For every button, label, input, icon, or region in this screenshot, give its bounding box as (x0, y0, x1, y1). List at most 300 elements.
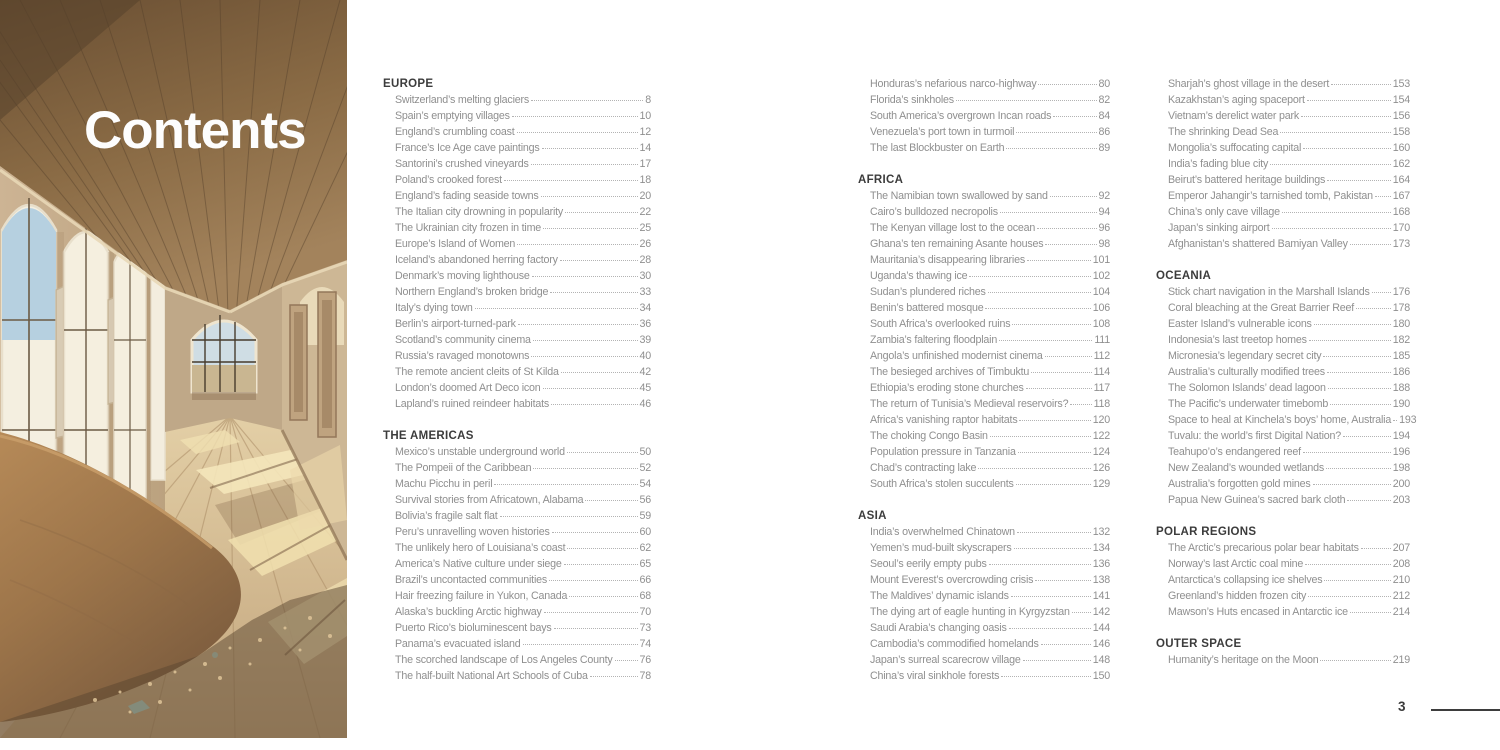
toc-entry (383, 396, 651, 412)
dot-leader (1016, 132, 1096, 133)
toc-entry-title: The scorched landscape of Los Angeles County (395, 654, 613, 666)
toc-entry-page: 22 (639, 206, 651, 218)
dot-leader (1027, 260, 1091, 261)
dot-leader (564, 564, 638, 565)
toc-entry-title: Japan’s sinking airport (1168, 222, 1270, 234)
toc-entry (858, 140, 1110, 156)
toc-entry-title: Machu Picchu in peril (395, 478, 493, 490)
toc-entry-title: Tuvalu: the world’s first Digital Nation? (1168, 430, 1341, 442)
toc-entry (383, 508, 651, 524)
toc-entry (383, 348, 651, 364)
toc-entry-page: 173 (1392, 238, 1410, 250)
dot-leader (531, 164, 638, 165)
toc-entry-title: The Pompeii of the Caribbean (395, 462, 532, 474)
toc-entry (858, 556, 1110, 572)
toc-entry-page: 156 (1392, 110, 1410, 122)
toc-entry-page: 46 (639, 398, 651, 410)
toc-entry-page: 65 (639, 558, 651, 570)
toc-entry (1156, 188, 1410, 204)
toc-entry-page: 134 (1092, 542, 1110, 554)
toc-entry-page: 108 (1092, 318, 1110, 330)
toc-entry-title: Space to heal at Kinchela’s boys’ home, Australia (1168, 414, 1392, 426)
toc-entry (383, 460, 651, 476)
toc-entry-page: 117 (1093, 382, 1110, 394)
dot-leader (1017, 532, 1091, 533)
toc-entry-title: Angola’s unfinished modernist cinema (870, 350, 1043, 362)
toc-entry-title: Brazil’s uncontacted communities (395, 574, 548, 586)
toc-entry-page: 111 (1094, 334, 1110, 346)
toc-entry-page: 62 (639, 542, 651, 554)
toc-entry (1156, 172, 1410, 188)
toc-entry-page: 162 (1392, 158, 1410, 170)
toc-entry-page: 180 (1392, 318, 1410, 330)
dot-leader (1309, 340, 1391, 341)
toc-entry-page: 150 (1092, 670, 1110, 682)
dot-leader (1303, 452, 1391, 453)
toc-entry-page: 190 (1392, 398, 1410, 410)
toc-entry-page: 167 (1392, 190, 1410, 202)
toc-entry-page: 160 (1392, 142, 1410, 154)
dot-leader (1327, 180, 1391, 181)
toc-entry-title: Peru’s unravelling woven histories (395, 526, 550, 538)
dot-leader (1037, 228, 1096, 229)
toc-entry-title: Humanity’s heritage on the Moon (1168, 654, 1319, 666)
dot-leader (1026, 388, 1092, 389)
dot-leader (1053, 116, 1096, 117)
toc-entry-title: Denmark’s moving lighthouse (395, 270, 530, 282)
toc-entry-title: Mauritania’s disappearing libraries (870, 254, 1025, 266)
toc-column-3 (1156, 76, 1417, 668)
toc-entry (858, 108, 1110, 124)
toc-entry (1156, 460, 1410, 476)
toc-entry-title: Zambia’s faltering floodplain (870, 334, 998, 346)
dot-leader (567, 452, 638, 453)
toc-entry-page: 36 (639, 318, 651, 330)
toc-entry-page: 208 (1392, 558, 1410, 570)
toc-entry-title: The last Blockbuster on Earth (870, 142, 1005, 154)
toc-entry (383, 332, 651, 348)
toc-entry-title: The choking Congo Basin (870, 430, 988, 442)
toc-entry (1156, 220, 1410, 236)
toc-column-1 (383, 76, 651, 684)
toc-entry-page: 186 (1392, 366, 1410, 378)
toc-entry-title: Cambodia’s commodified homelands (870, 638, 1039, 650)
section-header: POLAR REGIONS (1156, 526, 1257, 538)
toc-entry-title: Papua New Guinea’s sacred bark cloth (1168, 494, 1346, 506)
dot-leader (1324, 580, 1390, 581)
toc-entry-page: 168 (1392, 206, 1410, 218)
toc-entry (1156, 556, 1410, 572)
toc-entry-page: 164 (1392, 174, 1410, 186)
toc-entry-title: Panama’s evacuated island (395, 638, 521, 650)
toc-entry-page: 214 (1392, 606, 1410, 618)
toc-entry (383, 572, 651, 588)
toc-section-block (1156, 636, 1410, 668)
toc-entry-page: 194 (1392, 430, 1410, 442)
toc-entry-title: Cairo’s bulldozed necropolis (870, 206, 998, 218)
section-header: OUTER SPACE (1156, 638, 1242, 650)
toc-entry (1156, 316, 1410, 332)
toc-entry-title: London’s doomed Art Deco icon (395, 382, 541, 394)
toc-entry (383, 172, 651, 188)
toc-entry (858, 460, 1110, 476)
toc-entry-page: 66 (639, 574, 651, 586)
dot-leader (1343, 436, 1391, 437)
toc-entry (858, 252, 1110, 268)
dot-leader (1045, 244, 1096, 245)
toc-entry (1156, 540, 1410, 556)
toc-entry (383, 476, 651, 492)
toc-entry-page: 92 (1098, 190, 1110, 202)
dot-leader (552, 532, 638, 533)
toc-entry (383, 124, 651, 140)
toc-entry (1156, 572, 1410, 588)
toc-entry-page: 178 (1392, 302, 1410, 314)
dot-leader (1356, 308, 1391, 309)
dot-leader (542, 148, 638, 149)
toc-entry-page: 54 (639, 478, 651, 490)
page-title: Contents (84, 101, 306, 160)
toc-entry-title: The shrinking Dead Sea (1168, 126, 1279, 138)
toc-entry-title: Poland’s crooked forest (395, 174, 502, 186)
toc-entry-page: 40 (639, 350, 651, 362)
dot-leader (533, 468, 637, 469)
toc-entry (1156, 348, 1410, 364)
toc-entry-page: 182 (1392, 334, 1410, 346)
toc-entry-page: 106 (1092, 302, 1110, 314)
dot-leader (532, 276, 638, 277)
toc-entry-title: The remote ancient cleits of St Kilda (395, 366, 559, 378)
dot-leader (1006, 148, 1096, 149)
toc-entry-page: 8 (645, 94, 651, 106)
toc-entry (858, 348, 1110, 364)
toc-entry-title: Afghanistan’s shattered Bamiyan Valley (1168, 238, 1348, 250)
toc-entry-title: Ethiopia’s eroding stone churches (870, 382, 1024, 394)
toc-entry (383, 252, 651, 268)
toc-entry-page: 78 (639, 670, 651, 682)
toc-entry-page: 170 (1392, 222, 1410, 234)
toc-entry-title: Greenland’s hidden frozen city (1168, 590, 1307, 602)
toc-entry (858, 604, 1110, 620)
toc-entry-title: Lapland’s ruined reindeer habitats (395, 398, 550, 410)
toc-entry (383, 156, 651, 172)
toc-entry (858, 268, 1110, 284)
toc-section-block (1156, 524, 1410, 620)
toc-entry-title: The unlikely hero of Louisiana’s coast (395, 542, 566, 554)
toc-entry (858, 316, 1110, 332)
toc-entry (858, 220, 1110, 236)
toc-entry (383, 620, 651, 636)
toc-entry-page: 153 (1392, 78, 1410, 90)
toc-entry-title: Japan’s surreal scarecrow village (870, 654, 1021, 666)
toc-entry (1156, 300, 1410, 316)
toc-entry-page: 86 (1098, 126, 1110, 138)
toc-entry-page: 219 (1392, 654, 1410, 666)
toc-entry-title: Australia’s culturally modified trees (1168, 366, 1325, 378)
dot-leader (1072, 612, 1091, 613)
dot-leader (543, 228, 637, 229)
toc-entry-page: 148 (1092, 654, 1110, 666)
toc-entry (383, 668, 651, 684)
toc-entry-title: Coral bleaching at the Great Barrier Reef (1168, 302, 1355, 314)
toc-entry-page: 207 (1392, 542, 1410, 554)
toc-entry-page: 102 (1092, 270, 1110, 282)
toc-entry-page: 188 (1392, 382, 1410, 394)
toc-entry (1156, 412, 1417, 428)
toc-entry-page: 42 (639, 366, 651, 378)
toc-entry-page: 210 (1392, 574, 1410, 586)
dot-leader (585, 500, 637, 501)
toc-entry-page: 193 (1399, 414, 1417, 426)
toc-entry (383, 204, 651, 220)
dot-leader (518, 324, 638, 325)
toc-entry-page: 60 (639, 526, 651, 538)
toc-entry-title: Santorini’s crushed vineyards (395, 158, 529, 170)
dot-leader (1313, 484, 1391, 485)
dot-leader (1012, 324, 1090, 325)
toc-entry (383, 588, 651, 604)
toc-entry-title: The half-built National Art Schools of Cuba (395, 670, 588, 682)
toc-entry-page: 20 (639, 190, 651, 202)
section-header: ASIA (858, 510, 887, 522)
toc-entry-page: 141 (1092, 590, 1110, 602)
toc-entry (858, 236, 1110, 252)
toc-entry (383, 188, 651, 204)
dot-leader (1016, 484, 1091, 485)
toc-entry-title: Antarctica’s collapsing ice shelves (1168, 574, 1323, 586)
toc-section-block (383, 76, 651, 412)
section-header: EUROPE (383, 78, 434, 90)
toc-entry-page: 52 (639, 462, 651, 474)
toc-entry-page: 28 (639, 254, 651, 266)
dot-leader (517, 244, 637, 245)
dot-leader (541, 196, 638, 197)
toc-entry-page: 18 (639, 174, 651, 186)
toc-entry (858, 284, 1110, 300)
dot-leader (1305, 564, 1391, 565)
dot-leader (560, 260, 638, 261)
toc-entry-page: 185 (1392, 350, 1410, 362)
toc-entry-page: 142 (1092, 606, 1110, 618)
toc-entry-title: England’s fading seaside towns (395, 190, 539, 202)
toc-entry-page: 114 (1093, 366, 1110, 378)
toc-entry-title: China’s viral sinkhole forests (870, 670, 1000, 682)
toc-entry-page: 76 (639, 654, 651, 666)
toc-entry-page: 138 (1092, 574, 1110, 586)
toc-entry-title: France’s Ice Age cave paintings (395, 142, 540, 154)
dot-leader (1038, 84, 1096, 85)
toc-section-block (858, 76, 1110, 156)
toc-entry (1156, 108, 1410, 124)
dot-leader (554, 628, 638, 629)
toc-entry-title: Florida’s sinkholes (870, 94, 954, 106)
toc-entry-page: 124 (1092, 446, 1110, 458)
toc-entry-title: The Italian city drowning in popularity (395, 206, 564, 218)
toc-entry-title: Population pressure in Tanzania (870, 446, 1016, 458)
dot-leader (1019, 420, 1090, 421)
toc-entry-page: 30 (639, 270, 651, 282)
dot-leader (1045, 356, 1092, 357)
toc-entry-page: 56 (639, 494, 651, 506)
toc-entry-title: Emperor Jahangir’s tarnished tomb, Pakistan (1168, 190, 1373, 202)
toc-entry (383, 316, 651, 332)
toc-entry-title: Survival stories from Africatown, Alabama (395, 494, 584, 506)
toc-entry-title: The dying art of eagle hunting in Kyrgyzstan (870, 606, 1070, 618)
toc-entry-page: 68 (639, 590, 651, 602)
toc-entry-page: 101 (1092, 254, 1110, 266)
dot-leader (1018, 452, 1091, 453)
toc-section-block (858, 172, 1110, 492)
toc-entry-page: 39 (639, 334, 651, 346)
toc-entry-title: Venezuela’s port town in turmoil (870, 126, 1015, 138)
toc-entry-title: England’s crumbling coast (395, 126, 515, 138)
toc-entry (858, 652, 1110, 668)
toc-entry-title: The Maldives’ dynamic islands (870, 590, 1009, 602)
dot-leader (1050, 196, 1097, 197)
dot-leader (1375, 196, 1391, 197)
toc-entry-title: Vietnam’s derelict water park (1168, 110, 1300, 122)
toc-entry-title: Indonesia’s last treetop homes (1168, 334, 1307, 346)
dot-leader (1372, 292, 1391, 293)
toc-entry-title: Scotland’s community cinema (395, 334, 531, 346)
toc-entry-page: 70 (639, 606, 651, 618)
dot-leader (1000, 212, 1097, 213)
toc-entry (383, 604, 651, 620)
toc-entry (858, 588, 1110, 604)
toc-entry-page: 59 (639, 510, 651, 522)
dot-leader (531, 356, 637, 357)
toc-entry (1156, 444, 1410, 460)
toc-entry-title: Norway’s last Arctic coal mine (1168, 558, 1304, 570)
dot-leader (990, 436, 1091, 437)
dot-leader (494, 484, 637, 485)
toc-entry-page: 98 (1098, 238, 1110, 250)
dot-leader (517, 132, 638, 133)
dot-leader (561, 372, 638, 373)
toc-entry-page: 33 (639, 286, 651, 298)
toc-entry-title: Iceland’s abandoned herring factory (395, 254, 558, 266)
page-number: 3 (1398, 699, 1406, 714)
toc-entry (383, 140, 651, 156)
toc-entry-page: 17 (639, 158, 651, 170)
toc-entry-title: The Ukrainian city frozen in time (395, 222, 542, 234)
toc-entry (383, 556, 651, 572)
dot-leader (1314, 324, 1391, 325)
toc-entry (383, 236, 651, 252)
toc-entry-page: 45 (639, 382, 651, 394)
toc-entry (383, 268, 651, 284)
dot-leader (1328, 388, 1391, 389)
toc-entry-title: The Namibian town swallowed by sand (870, 190, 1048, 202)
dot-leader (551, 404, 637, 405)
toc-entry-page: 129 (1092, 478, 1110, 490)
toc-entry-title: Stick chart navigation in the Marshall Islands (1168, 286, 1370, 298)
dot-leader (1331, 84, 1391, 85)
toc-entry-page: 203 (1392, 494, 1410, 506)
section-header: OCEANIA (1156, 270, 1212, 282)
dot-leader (1301, 116, 1391, 117)
dot-leader (1041, 644, 1091, 645)
dot-leader (1031, 372, 1091, 373)
toc-entry-title: Seoul’s eerily empty pubs (870, 558, 987, 570)
toc-section-block (1156, 268, 1417, 508)
toc-entry-title: South Africa’s overlooked ruins (870, 318, 1011, 330)
dot-leader (1270, 164, 1391, 165)
dot-leader (523, 644, 638, 645)
toc-entry (383, 492, 651, 508)
toc-entry-page: 73 (639, 622, 651, 634)
dot-leader (1326, 468, 1391, 469)
toc-entry (858, 636, 1110, 652)
toc-entry (858, 204, 1110, 220)
toc-entry-page: 14 (639, 142, 651, 154)
dot-leader (989, 564, 1091, 565)
toc-entry (1156, 76, 1410, 92)
dot-leader (1009, 628, 1091, 629)
toc-entry-page: 200 (1392, 478, 1410, 490)
toc-entry-title: The Arctic’s precarious polar bear habitats (1168, 542, 1359, 554)
toc-entry (1156, 428, 1410, 444)
toc-entry (383, 524, 651, 540)
dot-leader (1014, 548, 1091, 549)
toc-entry-title: Yemen’s mud-built skyscrapers (870, 542, 1012, 554)
toc-entry-title: Benin’s battered mosque (870, 302, 984, 314)
toc-entry-title: Italy’s dying town (395, 302, 473, 314)
toc-entry-page: 126 (1092, 462, 1110, 474)
toc-entry (1156, 204, 1410, 220)
dot-leader (978, 468, 1090, 469)
toc-entry-title: The besieged archives of Timbuktu (870, 366, 1030, 378)
dot-leader (549, 580, 637, 581)
toc-entry-page: 50 (639, 446, 651, 458)
toc-entry (1156, 476, 1410, 492)
toc-entry-title: Spain’s emptying villages (395, 110, 510, 122)
dot-leader (569, 596, 637, 597)
toc-entry-title: New Zealand’s wounded wetlands (1168, 462, 1324, 474)
toc-entry (1156, 588, 1410, 604)
toc-entry (858, 444, 1110, 460)
toc-entry (383, 636, 651, 652)
toc-entry-title: Russia’s ravaged monotowns (395, 350, 530, 362)
toc-entry-page: 176 (1392, 286, 1410, 298)
toc-entry (1156, 284, 1410, 300)
toc-entry-title: Mongolia’s suffocating capital (1168, 142, 1302, 154)
toc-entry (858, 668, 1110, 684)
toc-entry-title: Ghana’s ten remaining Asante houses (870, 238, 1044, 250)
toc-entry-title: Hair freezing failure in Yukon, Canada (395, 590, 568, 602)
toc-entry (383, 652, 651, 668)
toc-entry (858, 524, 1110, 540)
dot-leader (1303, 148, 1391, 149)
toc-entry-title: Honduras’s nefarious narco-highway (870, 78, 1037, 90)
toc-column-2 (858, 76, 1110, 684)
dot-leader (1307, 100, 1391, 101)
toc-entry (858, 188, 1110, 204)
dot-leader (1327, 372, 1391, 373)
toc-entry (858, 124, 1110, 140)
dot-leader (500, 516, 638, 517)
toc-entry-title: The Pacific’s underwater timebomb (1168, 398, 1329, 410)
toc-entry-title: Sharjah’s ghost village in the desert (1168, 78, 1330, 90)
dot-leader (1280, 132, 1391, 133)
toc-entry (858, 380, 1110, 396)
dot-leader (1393, 420, 1397, 421)
toc-entry-title: Mawson’s Huts encased in Antarctic ice (1168, 606, 1348, 618)
toc-entry-page: 212 (1392, 590, 1410, 602)
toc-entry (383, 444, 651, 460)
toc-entry (858, 92, 1110, 108)
toc-entry-title: India’s overwhelmed Chinatown (870, 526, 1015, 538)
